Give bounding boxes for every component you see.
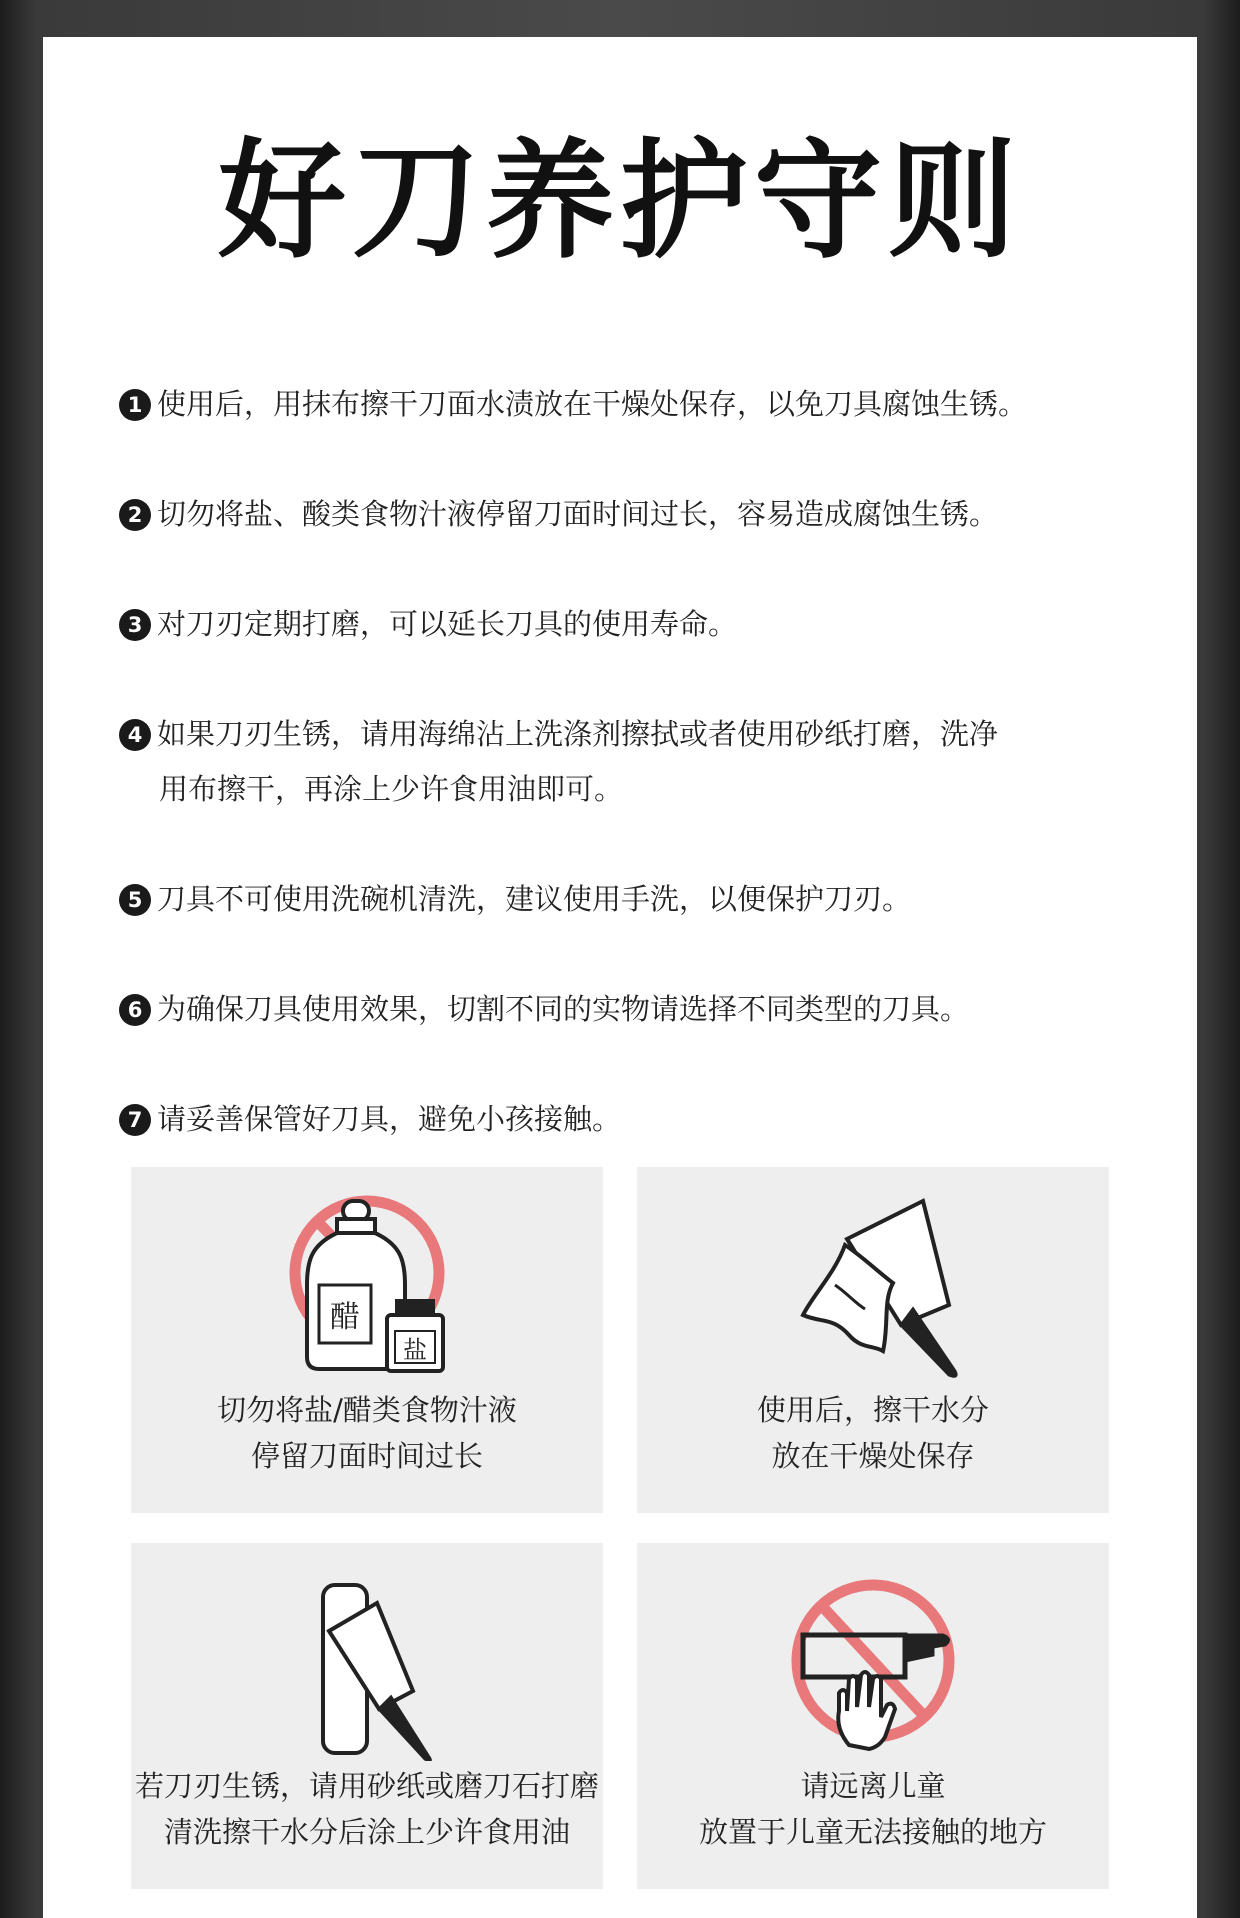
no-salt-vinegar-icon [267,1185,467,1385]
rule-item-4 [119,707,1129,817]
rule-text: 请妥善保管好刀具，避免小孩接触。 [157,1102,622,1136]
rule-text-continued: 用布擦干，再涂上少许食用油即可。 [159,772,624,806]
wipe-knife-icon [773,1185,973,1385]
rule-item-6 [119,982,1129,1037]
salt-label: 盐 [403,1336,427,1364]
no-children-icon [773,1561,973,1761]
tile-caption-line2: 清洗擦干水分后涂上少许食用油 [163,1815,570,1849]
tile-keep-away-children [637,1543,1109,1889]
page-title: 好刀养护守则 [217,127,1022,276]
rule-text: 使用后，用抹布擦干刀面水渍放在干燥处保存，以免刀具腐蚀生锈。 [157,387,1028,421]
tile-sharpen [131,1543,603,1889]
rule-number-badge: 5 [119,884,151,916]
tile-caption-line1: 切勿将盐/醋类食物汁液 [217,1393,517,1427]
tile-no-salt-vinegar [131,1167,603,1513]
rule-text: 切勿将盐、酸类食物汁液停留刀面时间过长，容易造成腐蚀生锈。 [157,497,999,531]
rule-number-badge: 3 [119,609,151,641]
rule-item-2 [119,487,1129,542]
rule-item-5 [119,872,1129,927]
vinegar-label: 醋 [330,1300,360,1335]
rule-item-1 [119,377,1129,432]
rule-item-7 [119,1092,1129,1147]
rule-text: 对刀刃定期打磨，可以延长刀具的使用寿命。 [157,607,738,641]
tile-wipe-dry [637,1167,1109,1513]
rule-text: 如果刀刃生锈，请用海绵沾上洗涤剂擦拭或者使用砂纸打磨，洗净 [157,717,999,751]
rule-number-badge: 7 [119,1104,151,1136]
tile-caption-line2: 放置于儿童无法接触的地方 [698,1815,1047,1849]
rule-text: 为确保刀具使用效果，切割不同的实物请选择不同类型的刀具。 [157,992,970,1026]
rule-number-badge: 6 [119,994,151,1026]
tile-caption-line1: 请远离儿童 [800,1769,946,1803]
care-guide-card [43,37,1197,1918]
rule-number-badge: 4 [119,719,151,751]
rule-number-badge: 1 [119,389,151,421]
tile-caption-line2: 停留刀面时间过长 [250,1439,483,1473]
rule-number-badge: 2 [119,499,151,531]
tile-caption-line2: 放在干燥处保存 [771,1439,975,1473]
rule-text: 刀具不可使用洗碗机清洗，建议使用手洗，以便保护刀刃。 [157,882,912,916]
sharpen-knife-icon [267,1561,467,1761]
rule-item-3 [119,597,1129,652]
tile-caption-line1: 若刀刃生锈，请用砂纸或磨刀石打磨 [134,1769,599,1803]
tile-caption-line1: 使用后，擦干水分 [756,1393,989,1427]
